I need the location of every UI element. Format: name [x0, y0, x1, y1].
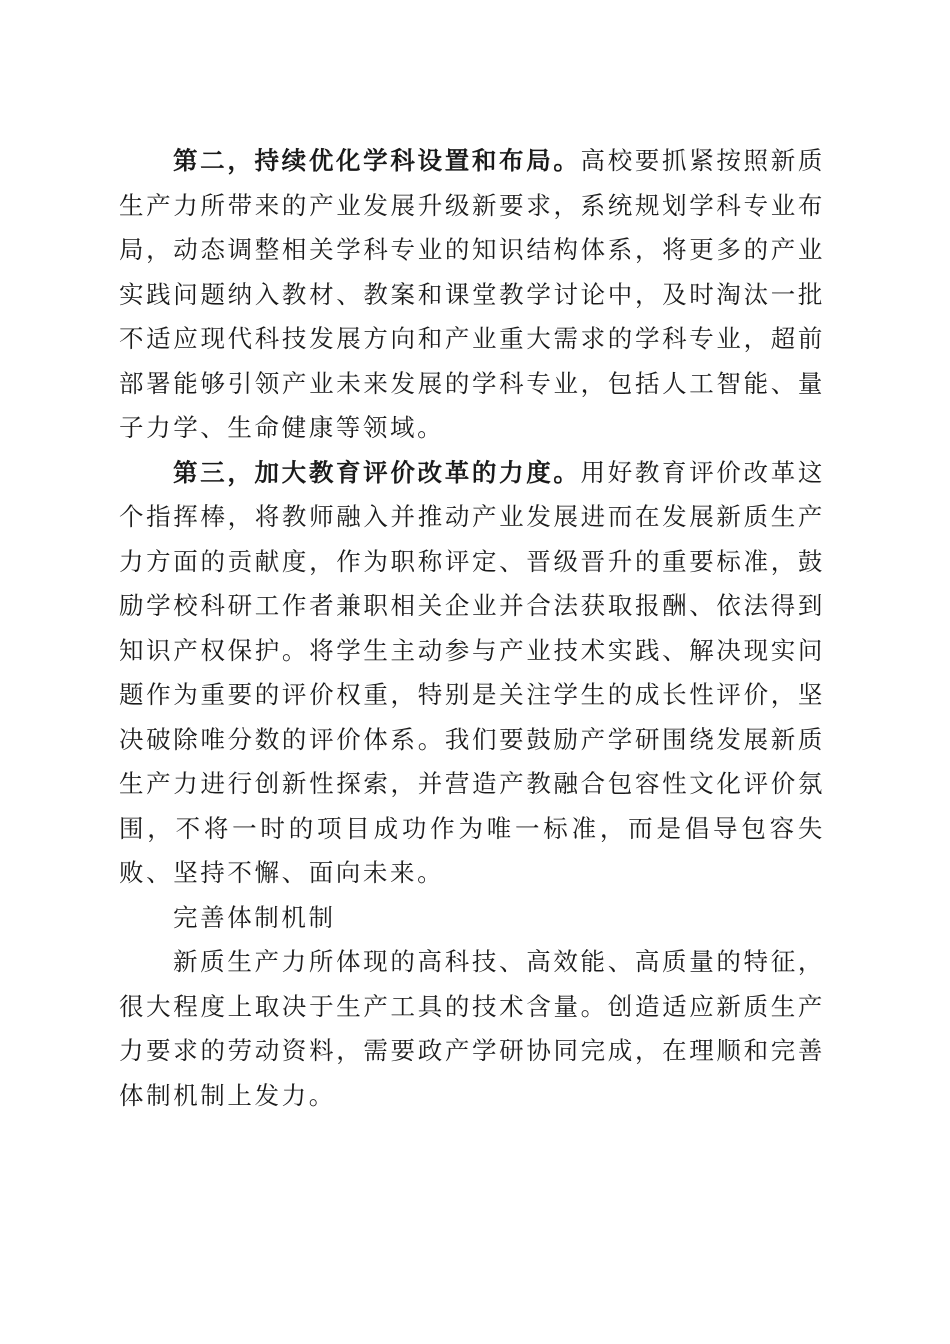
paragraph-discipline-layout — [119, 139, 825, 451]
paragraph-lead: 第二，持续优化学科设置和布局。 — [173, 146, 581, 175]
paragraph-text: 高校要抓紧按照新质生产力所带来的产业发展升级新要求，系统规划学科专业布局，动态调整相关学科专业的知识结构体系，将更多的产业实践问题纳入教材、教案和课堂教学讨论中，及时淘汰一批不适应现代科技发展方向和产业重大需求的学科专业，超前部署能够引领产业未来发展的学科专业，包括人工智能、量子力学、生命健康等领域。 — [119, 146, 826, 442]
paragraph-evaluation-reform — [119, 451, 825, 896]
paragraph-text: 用好教育评价改革这个指挥棒，将教师融入并推动产业发展进而在发展新质生产力方面的贡献度，作为职称评定、晋级晋升的重要标准，鼓励学校科研工作者兼职相关企业并合法获取报酬、依法得到知识产权保护。将学生主动参与产业技术实践、解决现实问题作为重要的评价权重，特别是关注学生的成长性评价，坚决破除唯分数的评价体系。我们要鼓励产学研围绕发展新质生产力进行创新性探索，并营造产教融合包容性文化评价氛围，不将一时的项目成功作为唯一标准，而是倡导包容失败、坚持不懈、面向未来。 — [119, 457, 826, 887]
paragraph-lead: 第三，加大教育评价改革的力度。 — [173, 457, 581, 487]
section-heading: 完善体制机制 — [173, 902, 336, 932]
document-body — [119, 139, 825, 1118]
paragraph-closing: 新质生产力所体现的高科技、高效能、高质量的特征，很大程度上取决于生产工具的技术含量。创造适应新质生产力要求的劳动资料，需要政产学研协同完成，在理顺和完善体制机制上发力。 — [119, 947, 825, 1110]
